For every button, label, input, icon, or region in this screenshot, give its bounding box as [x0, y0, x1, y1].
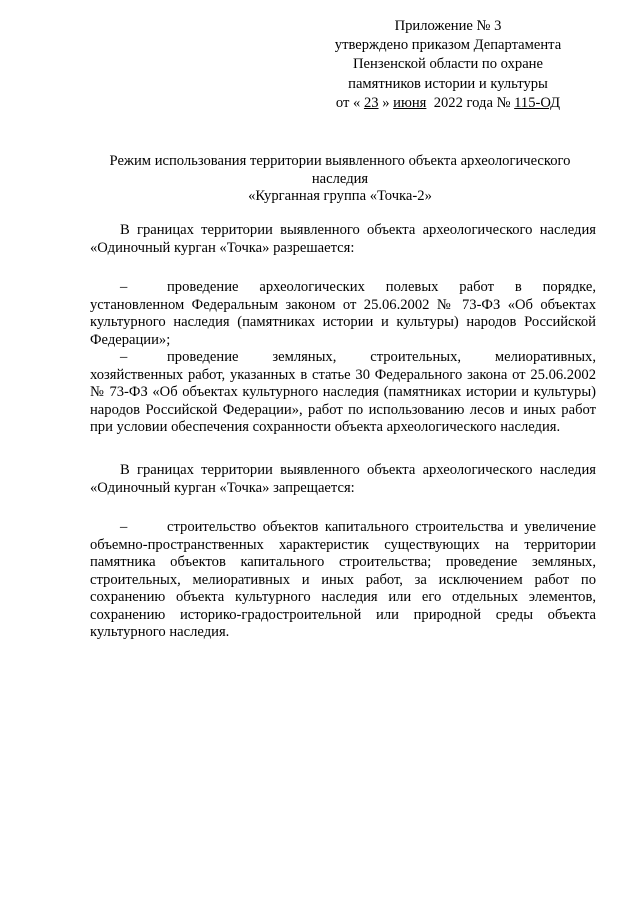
date-year: 2022 года №: [433, 94, 511, 111]
list-item: [90, 279, 596, 349]
appendix-date-line: [298, 94, 598, 113]
list-dash: –: [120, 349, 128, 365]
list-item: [90, 349, 596, 437]
allowed-intro: [90, 222, 596, 257]
prohibited-intro-text: В границах территории выявленного объекта археологического наследия «Одиночный курган «Точка» запрещается:: [90, 462, 596, 496]
prohibited-list: [90, 519, 596, 642]
date-day: 23: [363, 94, 379, 111]
appendix-department-cont: памятников истории и культуры: [348, 75, 548, 92]
list-item: [90, 519, 596, 642]
date-prefix: от «: [335, 94, 361, 111]
list-dash: –: [120, 519, 128, 535]
date-mid: »: [382, 94, 390, 111]
prohibited-intro: [90, 462, 596, 497]
date-month: июня: [393, 94, 427, 111]
allowed-list: [90, 279, 596, 437]
document-title: [90, 153, 590, 206]
appendix-number: Приложение № 3: [394, 18, 502, 34]
allowed-intro-text: В границах территории выявленного объекта археологического наследия «Одиночный курган «Точка» разрешается:: [90, 222, 596, 256]
list-dash: –: [120, 279, 128, 295]
list-item-text: проведение земляных, строительных, мелиоративных, хозяйственных работ, указанных в статье 30 Федерального закона от 25.06.2002 № 73-ФЗ «Об объектах культурного наследия (памятниках истории и культуры) народов Российской Федерации», работ по использованию лесов и иных работ при условии обеспечения сохранности объекта археологического наследия.: [90, 349, 596, 435]
list-item-text: строительство объектов капитального строительства и увеличение объемно-пространственных характеристик существующих на территории памятника объектов капитального строительства; проведение земляных, строительных, мелиоративных и иных работ, за исключением работ по сохранению объекта культурного наследия или его отдельных элементов, сохранению историко-градостроительной или природной среды объекта культурного наследия.: [90, 519, 596, 640]
order-number: 115-ОД: [514, 94, 561, 111]
title-main: Режим использования территории выявленного объекта археологического наследия: [109, 153, 571, 187]
list-item-text: проведение археологических полевых работ в порядке, установленном Федеральным законом от 25.06.2002 № 73-ФЗ «Об объектах культурного наследия (памятниках истории и культуры) народов Российской Федерации»;: [90, 279, 596, 348]
appendix-approved-by: утверждено приказом Департамента: [334, 37, 562, 54]
title-object-name: «Курганная группа «Точка-2»: [248, 188, 432, 204]
appendix-header: [298, 17, 598, 113]
appendix-department: Пензенской области по охране: [353, 56, 543, 73]
